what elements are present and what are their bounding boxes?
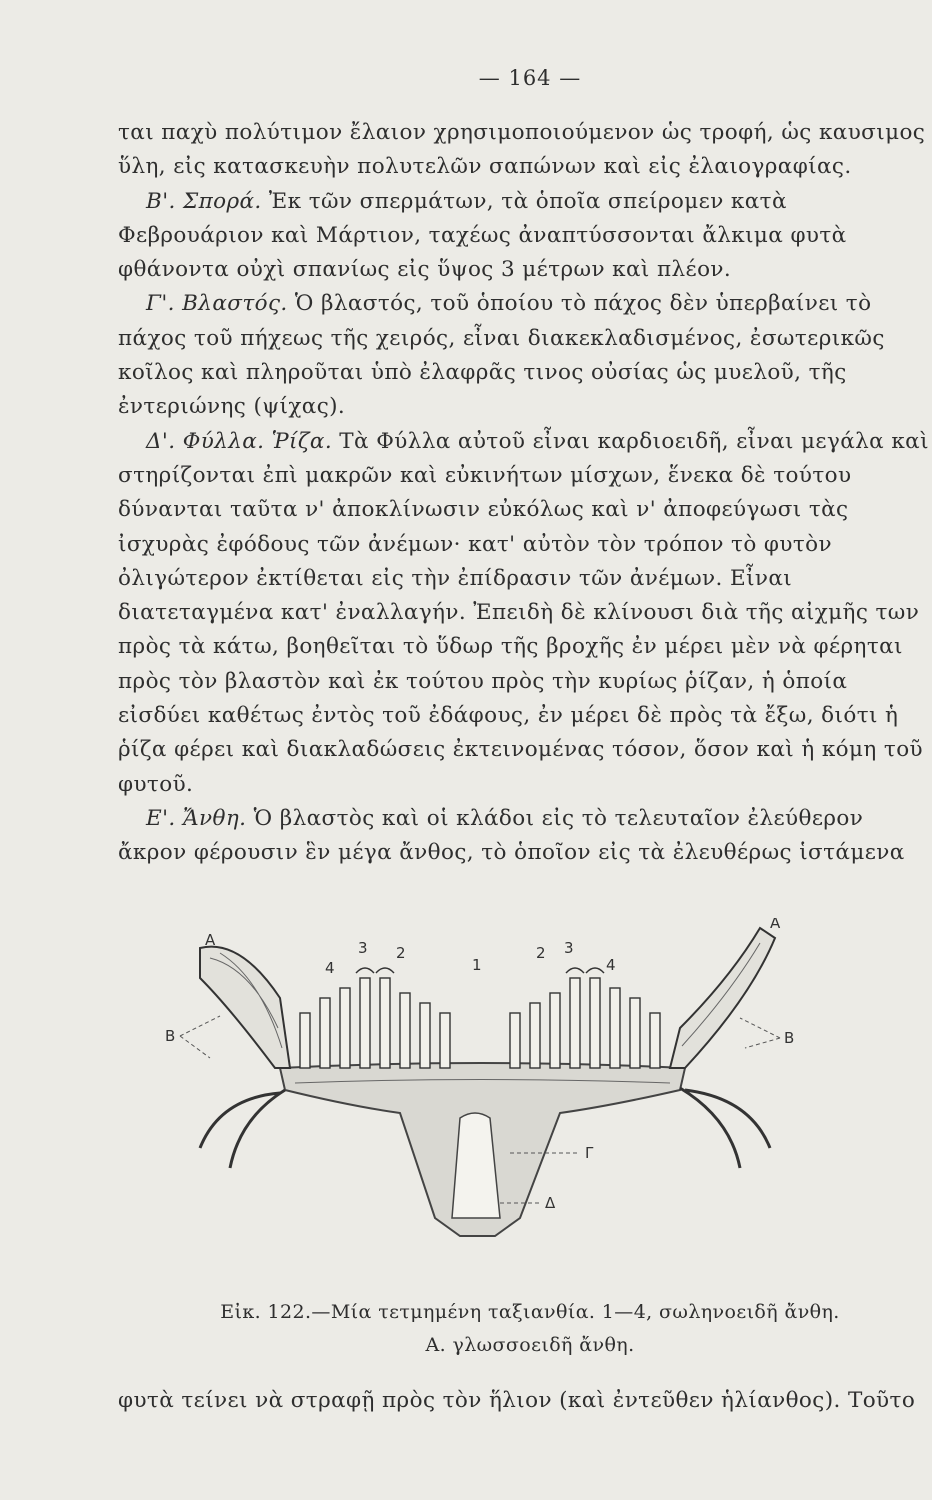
section-b-heading: Β'. Σπορά. (146, 188, 262, 214)
section-b (118, 185, 930, 288)
section-c (118, 287, 930, 424)
label-4-right: 4 (606, 956, 616, 974)
section-d (118, 425, 930, 802)
paragraph-1: ται παχὺ πολύτιμον ἔλαιον χρησιμοποιούμενον ὡς τροφή, ὡς καυσιμος ὕλη, εἰς κατασκευὴν πολυτελῶν σαπώνων καὶ εἰς ἐλαιογραφίας. (118, 120, 926, 180)
label-3-right: 3 (564, 939, 574, 957)
label-2-left: 2 (396, 944, 406, 962)
caption-line-2: Α. γλωσσοειδῆ ἄνθη. (425, 1334, 635, 1356)
page-number: — 164 — (478, 66, 582, 90)
section-d-heading: Δ'. Φύλλα. Ῥίζα. (146, 428, 333, 454)
label-3-left: 3 (358, 939, 368, 957)
body-text (118, 116, 930, 871)
label-1: 1 (472, 956, 482, 974)
label-2-right: 2 (536, 944, 546, 962)
section-d-text: Τὰ Φύλλα αὐτοῦ εἶναι καρδιοειδῆ, εἶναι μεγάλα καὶ στηρίζονται ἐπὶ μακρῶν καὶ εὐκινήτων μίσχων, ἕνεκα δὲ τούτου δύνανται ταῦτα ν' ἀποκλίνωσιν εὐκόλως καὶ ν' ἀποφεύγωσι τὰς ἰσχυρὰς ἐφόδους τῶν ἀνέμων· κατ' αὐτὸν τὸν τρόπον τὸ φυτὸν ὀλιγώτερον ἐκτίθεται εἰς τὴν ἐπίδρασιν τῶν ἀνέμων. Εἶναι διατεταγμένα κατ' ἐναλλαγήν. Ἐπειδὴ δὲ κλίνουσι διὰ τῆς αἰχμῆς των πρὸς τὰ κάτω, βοηθεῖται τὸ ὕδωρ τῆς βροχῆς ἐν μέρει μὲν νὰ φέρηται πρὸς τὸν βλαστὸν καὶ ἐκ τούτου πρὸς τὴν κυρίως ῥίζαν, ἡ ὁποία εἰσδύει καθέτως ἐντὸς τοῦ ἐδάφους, ἐν μέρει δὲ πρὸς τὰ ἔξω, διότι ἡ ῥίζα φέρει καὶ διακλαδώσεις ἐκτεινομένας τόσον, ὅσον καὶ ἡ κόμη τοῦ φυτοῦ. (118, 428, 929, 797)
figure-caption (0, 1296, 932, 1362)
label-b-left: B (165, 1027, 176, 1045)
label-4-left: 4 (325, 959, 335, 977)
section-e (118, 802, 930, 871)
label-gamma: Γ (585, 1144, 594, 1162)
section-e-text: Ὁ βλαστὸς καὶ οἱ κλάδοι εἰς τὸ τελευταῖον ἐλεύθερον ἄκρον φέρουσιν ἓν μέγα ἄνθος, τὸ ὁποῖον εἰς τὰ ἐλευθέρως ἱστάμενα (118, 805, 905, 866)
section-c-heading: Γ'. Βλαστός. (146, 291, 288, 317)
bottom-text-line: φυτὰ τείνει νὰ στραφῇ πρὸς τὸν ἥλιον (καὶ ἐντεῦθεν ἡλίανθος). Τοῦτο (118, 1388, 916, 1413)
sunflower-section-drawing (160, 918, 800, 1238)
section-b-text: Ἐκ τῶν σπερμάτων, τὰ ὁποῖα σπείρομεν κατὰ Φεβρουάριον καὶ Μάρτιον, ταχέως ἀναπτύσσονται ἄλκιμα φυτὰ φθάνοντα οὐχὶ σπανίως εἰς ὕψος 3 μέτρων καὶ πλέον. (118, 188, 847, 283)
label-delta: Δ (545, 1194, 556, 1212)
section-e-heading: Ε'. Ἄνθη. (146, 805, 247, 831)
label-a-left: A (205, 931, 216, 949)
caption-line-1: Εἰκ. 122.—Μία τετμημένη ταξιανθία. 1—4, σωληνοειδῆ ἄνθη. (220, 1301, 840, 1323)
label-a-right: A (770, 918, 781, 932)
label-b-right: B (784, 1029, 795, 1047)
section-c-text: Ὁ βλαστός, τοῦ ὁποίου τὸ πάχος δὲν ὑπερβαίνει τὸ πάχος τοῦ πήχεως τῆς χειρός, εἶναι διακεκλαδισμένος, ἐσωτερικῶς κοῖλος καὶ πληροῦται ὑπὸ ἐλαφρᾶς τινος οὐσίας ὡς μυελοῦ, τῆς ἐντεριώνης (ψίχας). (118, 291, 885, 420)
figure-sunflower-section (160, 918, 800, 1238)
